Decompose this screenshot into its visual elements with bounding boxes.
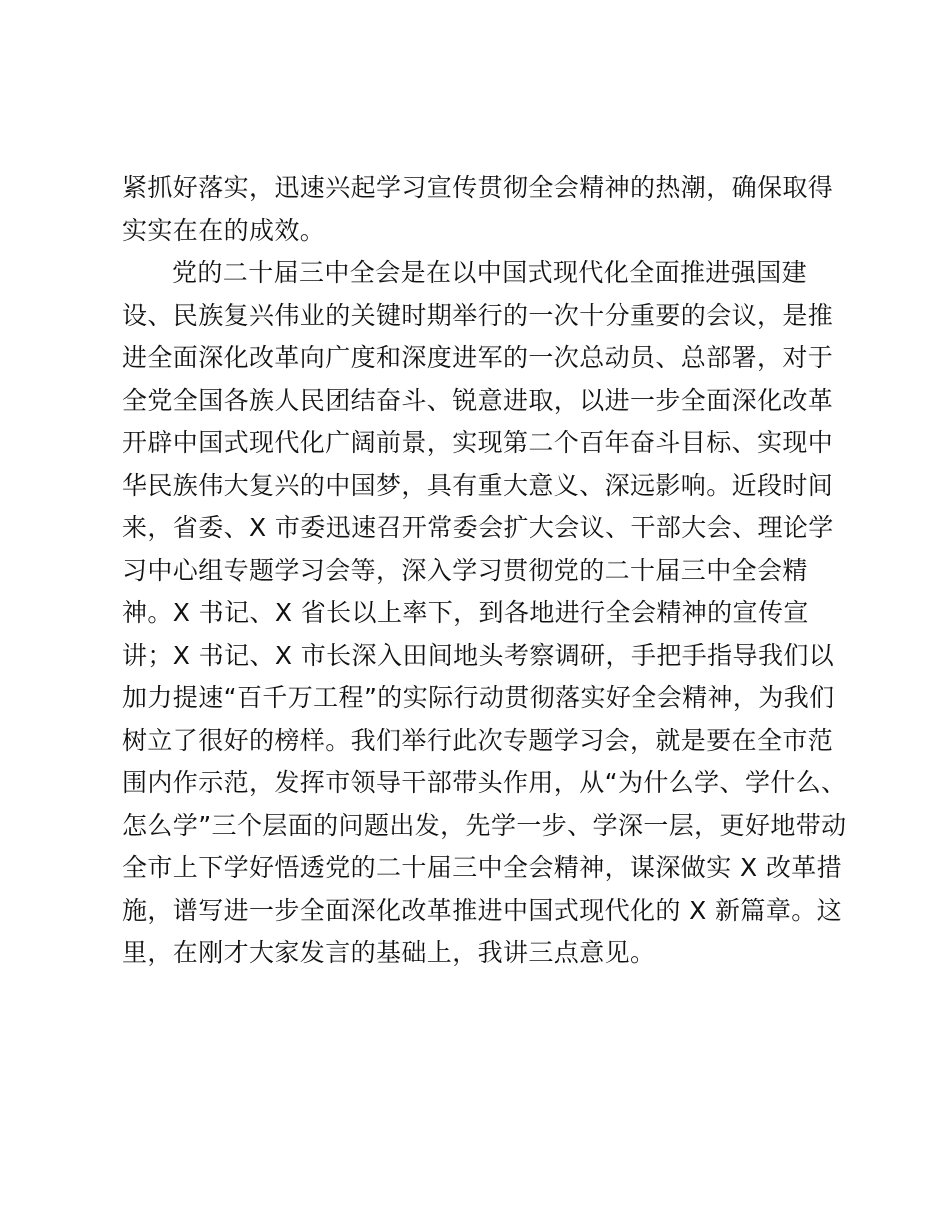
body-text xyxy=(122,167,847,975)
text-line: 习中心组专题学习会等，深入学习贯彻党的二十届三中全会精 xyxy=(122,555,808,585)
text-line: 神。X 书记、X 省长以上率下，到各地进行全会精神的宣传宣 xyxy=(122,598,809,627)
text-line: 进全面深化改革向广度和深度进军的一次总动员、总部署，对于 xyxy=(122,343,834,372)
text-line: 加力提速“百千万工程”的实际行动贯彻落实好全会精神，为我们 xyxy=(122,683,835,712)
text-line: 全市上下学好悟透党的二十届三中全会精神，谋深做实 X 改革措 xyxy=(122,853,843,882)
text-line: 设、民族复兴伟业的关键时期举行的一次十分重要的会议，是推 xyxy=(122,300,834,330)
text-line: 里，在刚才大家发言的基础上，我讲三点意见。 xyxy=(122,938,656,967)
text-line: 紧抓好落实，迅速兴起学习宣传贯彻全会精神的热潮，确保取得 xyxy=(122,173,834,202)
text-line: 讲；X 书记、X 市长深入田间地头考察调研，手把手指导我们以 xyxy=(122,640,835,670)
text-line: 施，谱写进一步全面深化改革推进中国式现代化的 X 新篇章。这 xyxy=(122,895,843,925)
text-line: 怎么学”三个层面的问题出发，先学一步、学深一层，更好地带动 xyxy=(122,810,847,840)
paragraph-first-line: 党的二十届三中全会是在以中国式现代化全面推进强国建 xyxy=(172,258,808,287)
text-line: 开辟中国式现代化广阔前景，实现第二个百年奋斗目标、实现中 xyxy=(122,428,834,457)
text-line: 围内作示范，发挥市领导干部带头作用，从“为什么学、学什么、 xyxy=(122,768,847,797)
text-line: 实实在在的成效。 xyxy=(122,215,326,245)
text-line: 来，省委、X 市委迅速召开常委会扩大会议、干部大会、理论学 xyxy=(122,513,834,542)
text-line: 全党全国各族人民团结奋斗、锐意进取，以进一步全面深化改革 xyxy=(122,385,834,415)
text-line: 华民族伟大复兴的中国梦，具有重大意义、深远影响。近段时间 xyxy=(122,470,834,500)
text-line: 树立了很好的榜样。我们举行此次专题学习会，就是要在全市范 xyxy=(122,725,834,755)
